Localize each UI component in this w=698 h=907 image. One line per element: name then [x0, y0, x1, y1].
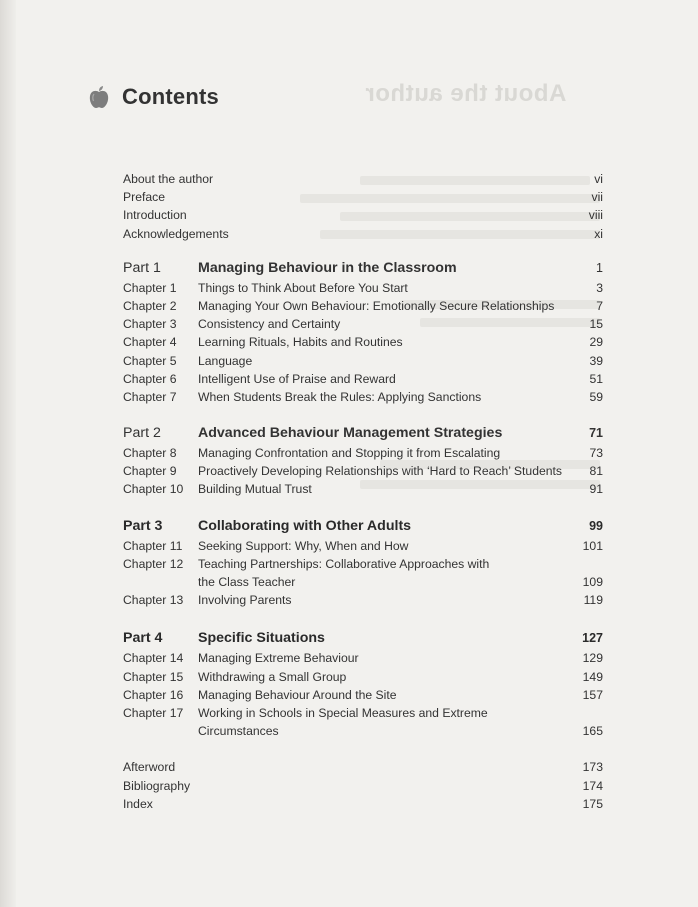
chapter-number: Chapter 3: [123, 317, 177, 332]
chapter-entry: [123, 279, 603, 297]
part-title: Advanced Behaviour Management Strategies: [198, 425, 503, 442]
chapter-page: 39: [589, 353, 603, 368]
chapter-title-line: Circumstances: [198, 724, 279, 739]
chapter-title: Learning Rituals, Habits and Routines: [198, 335, 403, 350]
chapter-title: Seeking Support: Why, When and How: [198, 538, 409, 553]
entry-label: About the author: [123, 172, 214, 186]
entry-page: xi: [594, 226, 603, 241]
entry-label: Introduction: [123, 208, 187, 223]
toc-entry: [123, 795, 603, 813]
entry-page: 173: [582, 760, 603, 775]
toc-entry: [123, 170, 603, 188]
chapter-title: Managing Your Own Behaviour: Emotionally Secure Relationships: [198, 298, 555, 313]
chapter-title: [198, 704, 488, 740]
chapter-number: Chapter 11: [123, 538, 183, 553]
entry-page: vii: [591, 190, 603, 205]
chapter-title-line: Teaching Partnerships: Collaborative Approaches with: [198, 556, 490, 571]
apple-icon: [88, 85, 110, 109]
toc-entry: [123, 777, 603, 795]
chapter-title: Proactively Developing Relationships with ‘Hard to Reach’ Students: [198, 464, 563, 479]
chapter-title: [198, 555, 489, 591]
chapter-number: Chapter 7: [123, 389, 177, 404]
entry-page: 174: [582, 778, 603, 793]
part-page: 127: [582, 631, 603, 646]
chapter-title: Managing Behaviour Around the Site: [198, 687, 397, 702]
chapter-page: 129: [582, 651, 603, 666]
toc-entry: [123, 188, 603, 206]
part-page: 71: [589, 426, 603, 441]
chapter-page: 165: [582, 724, 603, 739]
chapter-entry: [123, 555, 603, 591]
chapter-page: 149: [582, 669, 603, 684]
part-label: Part 3: [123, 517, 163, 534]
chapter-entry: [123, 333, 603, 351]
entry-label: Bibliography: [123, 778, 191, 793]
part-page: 99: [589, 518, 603, 533]
chapter-number: Chapter 1: [123, 280, 177, 295]
chapter-entry: [123, 315, 603, 333]
chapter-title: Managing Extreme Behaviour: [198, 651, 359, 666]
chapter-entry: [123, 537, 603, 555]
chapter-page: 101: [582, 538, 603, 553]
entry-label: Acknowledgements: [123, 226, 229, 241]
chapter-page: 81: [589, 464, 603, 479]
entry-page: 175: [582, 796, 603, 811]
chapter-entry: [123, 686, 603, 704]
toc-entry: [123, 206, 603, 224]
chapter-page: 73: [589, 446, 603, 461]
chapter-title-line: Working in Schools in Special Measures and Extreme: [198, 705, 488, 720]
part-title: Managing Behaviour in the Classroom: [198, 259, 457, 276]
chapter-title-line: the Class Teacher: [198, 575, 296, 590]
chapter-entry: [123, 444, 603, 462]
chapter-number: Chapter 12: [123, 556, 184, 571]
chapter-number: Chapter 5: [123, 353, 177, 368]
chapter-title: Managing Confrontation and Stopping it from Escalating: [198, 446, 501, 461]
chapter-page: 157: [582, 687, 603, 702]
chapter-page: 3: [596, 280, 603, 295]
chapter-number: Chapter 15: [123, 669, 184, 684]
page-title: Contents: [122, 84, 219, 109]
chapter-entry: [123, 704, 603, 740]
entry-label: Preface: [123, 190, 166, 205]
chapter-title: Things to Think About Before You Start: [198, 280, 408, 295]
chapter-entry: [123, 462, 603, 480]
chapter-title: Involving Parents: [198, 593, 292, 608]
chapter-title: Language: [198, 353, 253, 368]
front-matter: [123, 170, 603, 243]
entry-label: Afterword: [123, 760, 176, 775]
chapter-title: Intelligent Use of Praise and Reward: [198, 371, 396, 386]
chapter-title: Building Mutual Trust: [198, 482, 312, 497]
chapter-entry: [123, 370, 603, 388]
part-heading: [123, 257, 603, 279]
chapter-entry: [123, 388, 603, 406]
chapter-page: 51: [589, 371, 603, 386]
chapter-entry: [123, 591, 603, 609]
chapter-entry: [123, 668, 603, 686]
chapter-page: 119: [583, 593, 603, 608]
chapter-page: 29: [589, 335, 603, 350]
entry-page: viii: [588, 208, 603, 223]
table-of-contents: [123, 170, 603, 813]
chapter-page: 91: [589, 482, 603, 497]
page-edge-shadow: [0, 0, 16, 907]
chapter-number: Chapter 13: [123, 593, 184, 608]
chapter-title: Consistency and Certainty: [198, 317, 341, 332]
chapter-number: Chapter 8: [123, 446, 177, 461]
toc-entry: [123, 225, 603, 243]
chapter-title: Withdrawing a Small Group: [198, 669, 347, 684]
chapter-number: Chapter 10: [123, 482, 184, 497]
chapter-number: Chapter 6: [123, 371, 177, 386]
chapter-number: Chapter 14: [123, 651, 184, 666]
chapter-entry: [123, 352, 603, 370]
contents-header: [88, 84, 219, 110]
entry-label: Index: [123, 796, 153, 811]
chapter-entry: [123, 649, 603, 667]
chapter-page: 109: [582, 575, 603, 589]
part-page: 1: [596, 260, 603, 275]
chapter-page: 15: [589, 317, 603, 332]
chapter-entry: [123, 480, 603, 498]
part-label: Part 4: [123, 630, 163, 647]
chapter-title: When Students Break the Rules: Applying Sanctions: [198, 389, 482, 404]
chapter-number: Chapter 9: [123, 464, 177, 479]
part-heading: [123, 515, 603, 537]
chapter-number: Chapter 2: [123, 298, 177, 313]
back-matter: [123, 758, 603, 813]
chapter-number: Chapter 16: [123, 687, 184, 702]
chapter-number: Chapter 4: [123, 335, 177, 350]
part-title: Specific Situations: [198, 630, 325, 647]
toc-entry: [123, 758, 603, 776]
chapter-page: 59: [589, 389, 603, 404]
entry-page: vi: [594, 172, 603, 186]
part-label: Part 1: [123, 259, 161, 276]
part-title: Collaborating with Other Adults: [198, 517, 412, 534]
part-label: Part 2: [123, 425, 161, 442]
chapter-number: Chapter 17: [123, 705, 184, 720]
chapter-page: 7: [596, 298, 603, 313]
bleed-through-heading: About the author: [365, 80, 567, 107]
part-heading: [123, 422, 603, 444]
chapter-entry: [123, 297, 603, 315]
part-heading: [123, 627, 603, 649]
